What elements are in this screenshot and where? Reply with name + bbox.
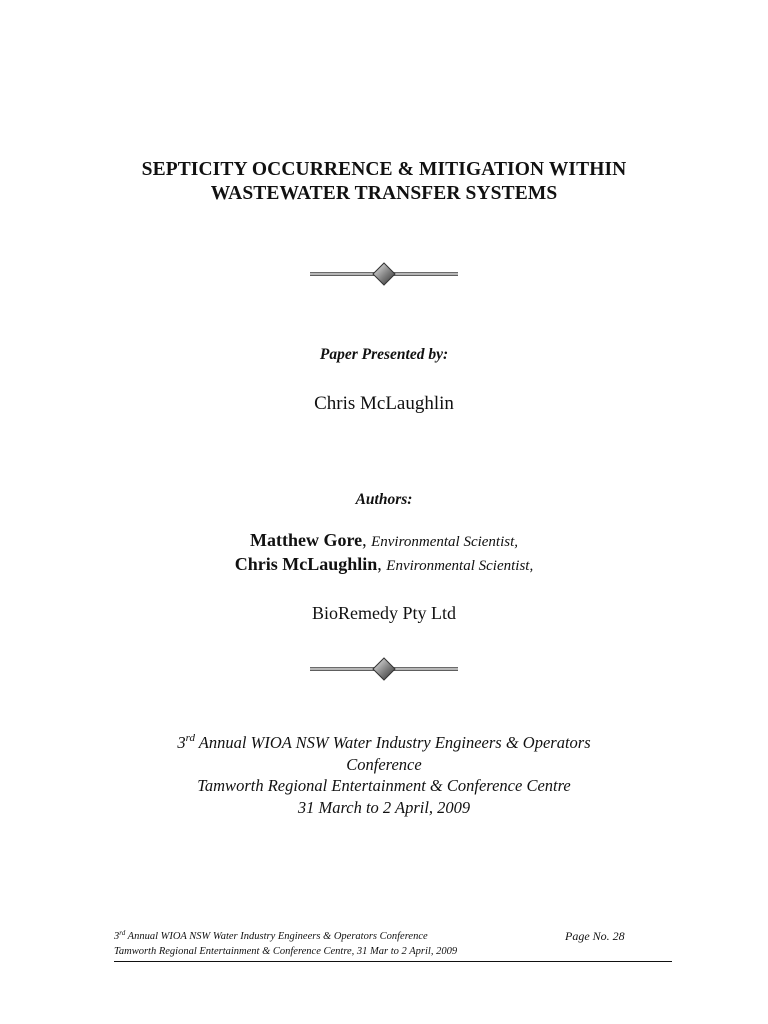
conference-venue: Tamworth Regional Entertainment & Conference Centre — [197, 776, 571, 795]
author-role: Environmental Scientist, — [386, 558, 534, 574]
title-line-1: SEPTICITY OCCURRENCE & MITIGATION WITHIN — [141, 159, 627, 180]
author-separator: , — [377, 554, 387, 574]
presenter-name: Chris McLaughlin — [314, 393, 454, 414]
conference-block — [0, 732, 768, 818]
footer-rule — [114, 961, 672, 962]
author-name: Matthew Gore — [249, 530, 363, 550]
conference-ordinal-suffix: rd — [185, 732, 195, 744]
author-separator: , — [362, 530, 372, 550]
paper-title — [0, 158, 768, 206]
conference-name: Annual WIOA NSW Water Industry Engineers & Operators — [194, 733, 591, 752]
ornamental-divider — [308, 656, 460, 682]
authors-label: Authors: — [355, 491, 413, 508]
presented-by-label: Paper Presented by: — [319, 346, 449, 363]
conference-dates: 31 March to 2 April, 2009 — [297, 797, 471, 817]
footer-ordinal-suffix: rd — [119, 929, 126, 937]
conference-line-2: Conference — [346, 754, 422, 774]
ornamental-divider — [308, 261, 460, 287]
page-number: Page No. 28 — [565, 929, 625, 943]
page-footer — [114, 929, 672, 959]
company-name: BioRemedy Pty Ltd — [312, 603, 456, 623]
conference-ordinal: 3 — [177, 733, 186, 752]
author-role: Environmental Scientist, — [371, 534, 519, 550]
title-line-2: WASTEWATER TRANSFER SYSTEMS — [210, 183, 558, 204]
footer-ordinal: 3 — [114, 931, 120, 942]
footer-conference-name: Annual WIOA NSW Water Industry Engineers & Operators Conference — [125, 931, 428, 942]
conference-line-1 — [0, 732, 768, 754]
footer-line-2: Tamworth Regional Entertainment & Conference Centre, 31 Mar to 2 April, 2009 — [114, 946, 458, 957]
author-line — [0, 554, 768, 575]
author-line — [0, 530, 768, 551]
author-name: Chris McLaughlin — [234, 554, 378, 574]
